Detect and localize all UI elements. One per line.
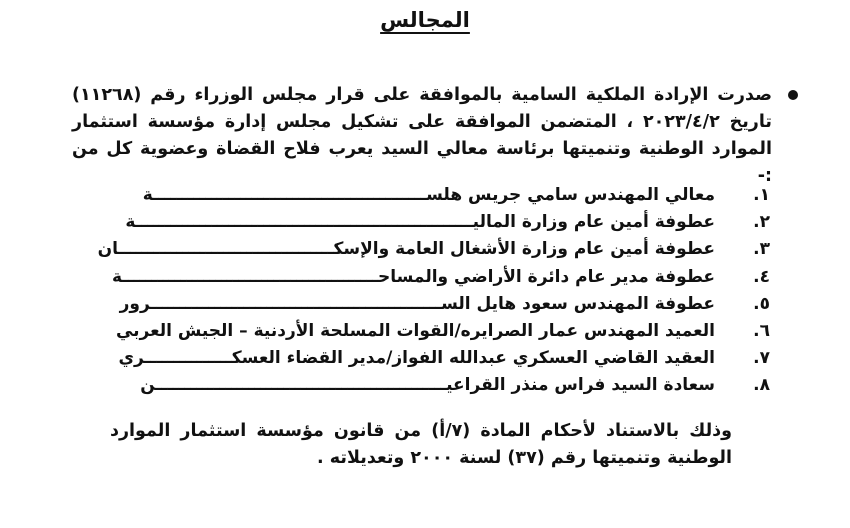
list-item [125,182,770,209]
list-item-text: عطوفة أمين عام وزارة الأشغال العامة والإسكـــــــــــــــــــــــــــــــــــــان [97,239,715,260]
list-item-text: عطوفة أمين عام وزارة الماليــــــــــــــــــــــــــــــــــــــــــــــــــــــــــة [125,212,715,233]
list-item-number: ٥. [753,293,770,314]
list-item-number: ٨. [753,375,770,396]
list-item [115,318,770,345]
list-item-number: ٣. [753,239,770,260]
list-item [125,209,770,236]
list-item [97,236,770,263]
list-item-text: معالي المهندس سامي جريس هلســـــــــــــــــــــــــــــــــــــــــــــــة [142,185,715,205]
list-item [112,264,770,291]
list-item-number: ١. [753,185,770,205]
list-item-text: عطوفة مدير عام دائرة الأراضي والمساحــــــــــــــــــــــــــــــــــــــــــــة [112,266,715,287]
list-item-text: عطوفة المهندس سعود هايل الســــــــــــــــــــــــــــــــــــــــــــــــــرور [119,293,715,314]
list-item-text: العقيد القاضي العسكري عبدالله الفواز/مدير القضاء العسكـــــــــــــــري [118,348,715,369]
list-item [119,291,770,318]
list-item-number: ٢. [753,212,770,233]
decision-paragraph: صدرت الإرادة الملكية السامية بالموافقة على قرار مجلس الوزراء رقم (١١٢٦٨) تاريخ ٢٠٢٣/٤/٢ ، المتضمن الموافقة على تشكيل مجلس إدارة مؤسسة استثمار الموارد الوطنية وتنميتها برئاسة معالي السيد يعرب فلاح القضاة وعضوية كل من :- [72,85,772,186]
closing-paragraph: وذلك بالاستناد لأحكام المادة (٧/أ) من قانون مؤسسة استثمار الموارد الوطنية وتنميتها رقم (٣٧) لسنة ٢٠٠٠ وتعديلاته . [110,421,732,468]
list-item-text: سعادة السيد فراس منذر القراعيــــــــــــــــــــــــــــــــــــــــــــــــــن [140,375,715,396]
list-item-number: ٧. [753,348,770,369]
list-item [118,345,770,372]
list-item-number: ٤. [753,266,770,287]
list-item [125,372,770,399]
list-item-number: ٦. [753,320,770,341]
list-item-text: العميد المهندس عمار الصرايره/القوات المسلحة الأردنية – الجيش العربي [115,320,715,341]
bullet-icon [788,90,798,100]
page-title: المجالس [380,8,470,32]
members-list [97,182,770,400]
